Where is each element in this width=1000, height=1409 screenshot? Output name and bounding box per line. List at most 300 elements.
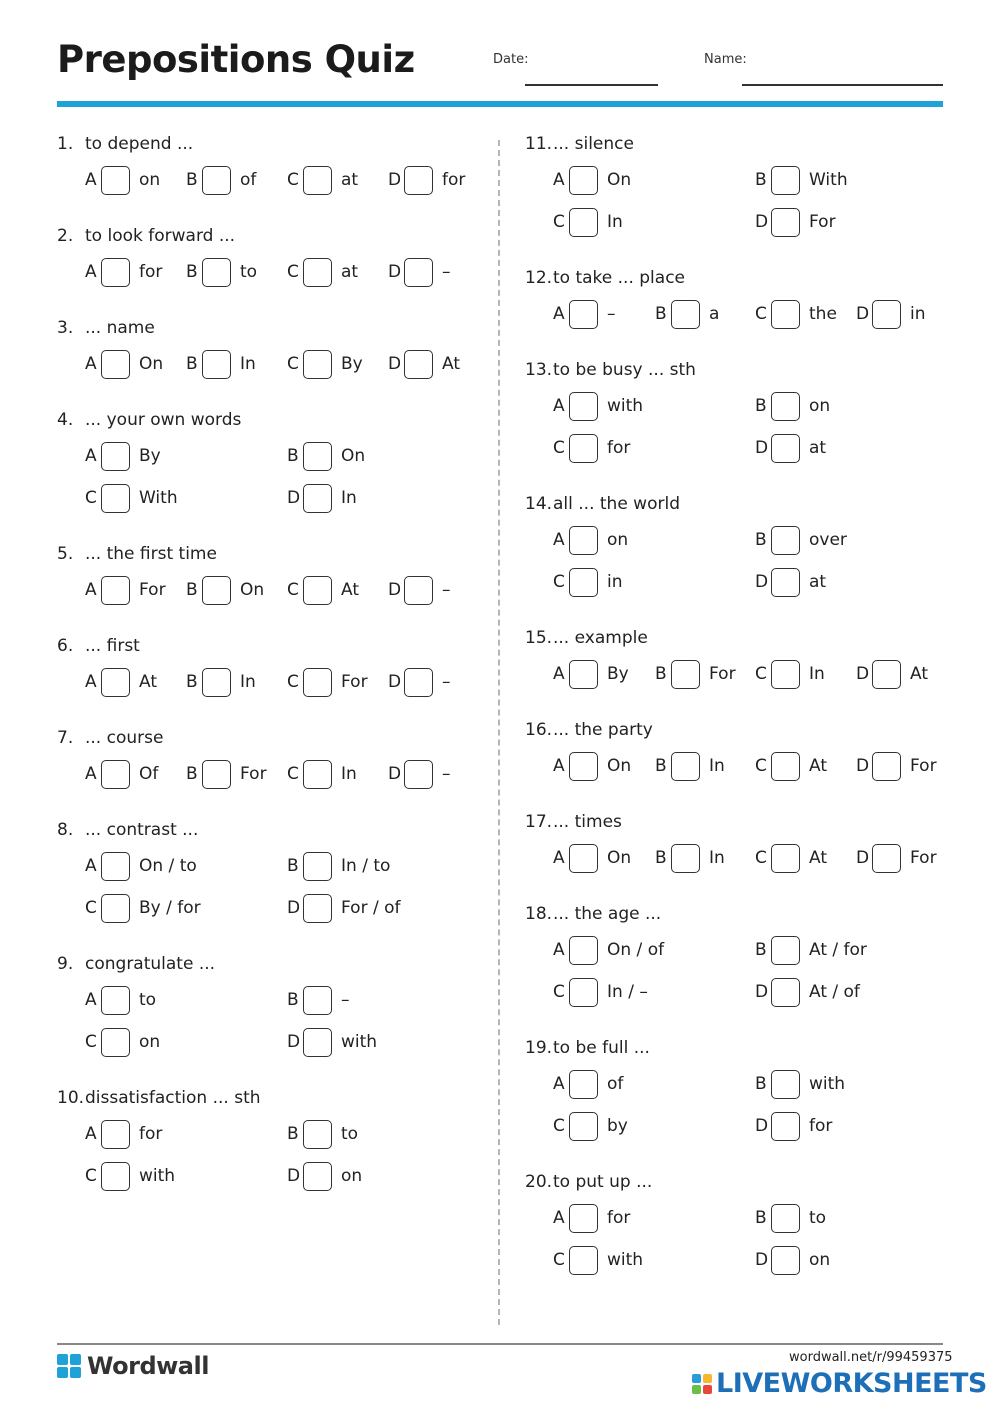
option-a[interactable] [553, 749, 631, 783]
answer-options [525, 928, 945, 1002]
option-letter: C [287, 354, 299, 374]
answer-options [57, 568, 477, 610]
answer-checkbox[interactable] [101, 576, 130, 605]
answer-options [525, 652, 945, 694]
answer-checkbox[interactable] [569, 392, 598, 421]
answer-checkbox[interactable] [101, 350, 130, 379]
option-letter: B [186, 170, 198, 190]
option-text: For [341, 672, 368, 692]
option-text: In [240, 354, 256, 374]
option-text: – [341, 990, 350, 1010]
question-9 [57, 954, 477, 1088]
answer-options [525, 1196, 945, 1270]
question-text: ... the age ... [553, 904, 662, 924]
option-d[interactable] [856, 297, 926, 331]
left-question-column [57, 134, 477, 1222]
answer-checkbox[interactable] [303, 576, 332, 605]
option-text: – [442, 262, 451, 282]
question-number: 5. [57, 544, 74, 564]
answer-checkbox[interactable] [569, 208, 598, 237]
answer-checkbox[interactable] [771, 978, 800, 1007]
option-b[interactable] [186, 573, 264, 607]
answer-options [525, 518, 945, 592]
answer-checkbox[interactable] [101, 258, 130, 287]
option-c[interactable] [287, 163, 358, 197]
option-c[interactable] [755, 841, 827, 875]
answer-checkbox[interactable] [101, 760, 130, 789]
answer-checkbox[interactable] [771, 752, 800, 781]
option-text: In [709, 848, 725, 868]
answer-checkbox[interactable] [303, 852, 332, 881]
option-text: At / of [809, 982, 860, 1002]
question-number: 11. [525, 134, 553, 154]
option-c[interactable] [85, 891, 201, 925]
answer-options [525, 292, 945, 334]
answer-checkbox[interactable] [771, 166, 800, 195]
option-d[interactable] [388, 665, 451, 699]
answer-checkbox[interactable] [771, 1070, 800, 1099]
answer-checkbox[interactable] [872, 300, 901, 329]
option-text: By [341, 354, 363, 374]
date-field[interactable] [525, 84, 658, 86]
question-text: to take ... place [553, 268, 686, 288]
question-prompt [525, 268, 945, 292]
answer-checkbox[interactable] [202, 258, 231, 287]
question-number: 16. [525, 720, 553, 740]
option-d[interactable] [388, 757, 451, 791]
question-text: ... times [553, 812, 622, 832]
option-text: For [139, 580, 166, 600]
option-d[interactable] [388, 163, 465, 197]
question-prompt [57, 134, 477, 158]
option-text: on [809, 1250, 831, 1270]
answer-checkbox[interactable] [569, 936, 598, 965]
question-text: to put up ... [553, 1172, 653, 1192]
question-prompt [525, 1172, 945, 1196]
option-a[interactable] [85, 347, 163, 381]
option-text: At [442, 354, 460, 374]
name-field[interactable] [742, 84, 943, 86]
question-number: 7. [57, 728, 74, 748]
answer-checkbox[interactable] [404, 576, 433, 605]
option-text: For [910, 756, 937, 776]
question-number: 15. [525, 628, 553, 648]
answer-options [525, 836, 945, 878]
question-number: 12. [525, 268, 553, 288]
answer-checkbox[interactable] [771, 300, 800, 329]
question-text: to be busy ... sth [553, 360, 696, 380]
option-text: – [442, 764, 451, 784]
option-letter: A [85, 764, 97, 784]
option-d[interactable] [287, 481, 357, 515]
option-c[interactable] [287, 665, 368, 699]
answer-checkbox[interactable] [101, 1162, 130, 1191]
answer-checkbox[interactable] [872, 844, 901, 873]
option-c[interactable] [553, 565, 623, 599]
option-c[interactable] [755, 297, 837, 331]
option-b[interactable] [755, 389, 830, 423]
option-letter: C [553, 212, 565, 232]
answer-checkbox[interactable] [101, 1120, 130, 1149]
answer-checkbox[interactable] [303, 986, 332, 1015]
answer-checkbox[interactable] [569, 1070, 598, 1099]
answer-checkbox[interactable] [303, 166, 332, 195]
option-letter: A [85, 856, 97, 876]
answer-checkbox[interactable] [303, 258, 332, 287]
answer-checkbox[interactable] [101, 484, 130, 513]
answer-checkbox[interactable] [771, 1204, 800, 1233]
answer-checkbox[interactable] [569, 752, 598, 781]
option-letter: C [755, 756, 767, 776]
option-text: at [341, 170, 359, 190]
option-text: for [809, 1116, 833, 1136]
answer-options [57, 342, 477, 384]
option-letter: B [755, 170, 767, 190]
option-text: For [709, 664, 736, 684]
option-text: on [139, 170, 161, 190]
option-a[interactable] [85, 1117, 162, 1151]
question-4 [57, 410, 477, 544]
option-text: of [240, 170, 257, 190]
option-a[interactable] [553, 933, 664, 967]
option-b[interactable] [755, 933, 867, 967]
question-prompt [57, 636, 477, 660]
liveworksheets-watermark: LIVEWORKSHEETS [716, 1368, 987, 1399]
option-c[interactable] [553, 975, 648, 1009]
answer-checkbox[interactable] [771, 434, 800, 463]
option-letter: B [287, 856, 299, 876]
answer-options [57, 752, 477, 794]
option-text: on [607, 530, 629, 550]
answer-checkbox[interactable] [303, 894, 332, 923]
question-number: 8. [57, 820, 74, 840]
answer-options [525, 744, 945, 786]
option-c[interactable] [755, 749, 827, 783]
option-text: At / for [809, 940, 867, 960]
answer-checkbox[interactable] [771, 392, 800, 421]
option-d[interactable] [287, 891, 400, 925]
option-text: On [139, 354, 164, 374]
option-a[interactable] [85, 849, 197, 883]
option-text: to [809, 1208, 827, 1228]
option-a[interactable] [85, 163, 160, 197]
answer-checkbox[interactable] [303, 1120, 332, 1149]
option-a[interactable] [85, 573, 166, 607]
option-letter: C [553, 1250, 565, 1270]
answer-checkbox[interactable] [671, 660, 700, 689]
question-19 [525, 1038, 945, 1172]
option-c[interactable] [755, 657, 825, 691]
option-text: at [341, 262, 359, 282]
option-text: to [240, 262, 258, 282]
option-b[interactable] [755, 1201, 826, 1235]
question-number: 2. [57, 226, 74, 246]
option-b[interactable] [655, 657, 736, 691]
answer-checkbox[interactable] [771, 660, 800, 689]
answer-checkbox[interactable] [101, 852, 130, 881]
option-text: the [809, 304, 837, 324]
option-b[interactable] [755, 523, 847, 557]
answer-checkbox[interactable] [569, 1112, 598, 1141]
question-10 [57, 1088, 477, 1222]
option-letter: B [655, 756, 667, 776]
option-d[interactable] [755, 1243, 830, 1277]
option-b[interactable] [287, 983, 350, 1017]
option-b[interactable] [655, 297, 719, 331]
question-prompt [525, 720, 945, 744]
question-text: all ... the world [553, 494, 680, 514]
option-text: Of [139, 764, 159, 784]
option-d[interactable] [287, 1159, 362, 1193]
option-letter: C [287, 672, 299, 692]
option-d[interactable] [755, 565, 826, 599]
answer-checkbox[interactable] [771, 844, 800, 873]
question-text: congratulate ... [85, 954, 216, 974]
option-a[interactable] [553, 163, 631, 197]
answer-checkbox[interactable] [303, 484, 332, 513]
question-17 [525, 812, 945, 904]
option-b[interactable] [655, 841, 725, 875]
answer-checkbox[interactable] [404, 668, 433, 697]
answer-checkbox[interactable] [671, 844, 700, 873]
option-b[interactable] [186, 163, 256, 197]
option-b[interactable] [287, 1117, 358, 1151]
option-c[interactable] [85, 1159, 175, 1193]
option-a[interactable] [85, 983, 156, 1017]
option-letter: D [287, 1166, 301, 1186]
option-b[interactable] [186, 347, 256, 381]
answer-checkbox[interactable] [771, 568, 800, 597]
option-text: with [139, 1166, 176, 1186]
option-letter: D [287, 898, 301, 918]
option-d[interactable] [755, 1109, 832, 1143]
answer-checkbox[interactable] [202, 760, 231, 789]
option-letter: A [553, 1208, 565, 1228]
option-text: for [607, 438, 631, 458]
option-text: In / – [607, 982, 648, 1002]
option-c[interactable] [553, 1243, 643, 1277]
option-text: In [341, 764, 357, 784]
option-letter: D [755, 1116, 769, 1136]
question-prompt [57, 226, 477, 250]
answer-checkbox[interactable] [771, 1112, 800, 1141]
answer-options [57, 978, 477, 1052]
option-letter: B [186, 764, 198, 784]
question-7 [57, 728, 477, 820]
question-2 [57, 226, 477, 318]
option-b[interactable] [186, 757, 267, 791]
answer-checkbox[interactable] [771, 936, 800, 965]
answer-checkbox[interactable] [569, 526, 598, 555]
answer-checkbox[interactable] [569, 1246, 598, 1275]
answer-checkbox[interactable] [202, 668, 231, 697]
answer-checkbox[interactable] [872, 752, 901, 781]
option-d[interactable] [388, 255, 451, 289]
option-text: – [442, 672, 451, 692]
option-d[interactable] [388, 573, 451, 607]
name-label: Name: [704, 52, 747, 67]
option-b[interactable] [655, 749, 725, 783]
option-d[interactable] [856, 657, 928, 691]
answer-checkbox[interactable] [569, 166, 598, 195]
option-text: to [341, 1124, 359, 1144]
option-letter: A [553, 396, 565, 416]
option-a[interactable] [553, 389, 643, 423]
answer-checkbox[interactable] [404, 258, 433, 287]
answer-checkbox[interactable] [771, 208, 800, 237]
question-number: 1. [57, 134, 74, 154]
option-c[interactable] [287, 347, 363, 381]
answer-checkbox[interactable] [303, 1028, 332, 1057]
option-c[interactable] [85, 481, 178, 515]
option-d[interactable] [755, 975, 860, 1009]
option-text: At [809, 848, 827, 868]
answer-checkbox[interactable] [303, 350, 332, 379]
option-c[interactable] [85, 1025, 160, 1059]
option-text: in [607, 572, 623, 592]
option-b[interactable] [287, 439, 365, 473]
option-letter: A [85, 1124, 97, 1144]
answer-checkbox[interactable] [101, 668, 130, 697]
option-letter: A [553, 756, 565, 776]
question-text: ... contrast ... [85, 820, 199, 840]
option-a[interactable] [553, 297, 616, 331]
option-a[interactable] [553, 1067, 623, 1101]
answer-checkbox[interactable] [101, 442, 130, 471]
option-a[interactable] [85, 255, 162, 289]
option-letter: D [388, 672, 402, 692]
option-a[interactable] [553, 523, 628, 557]
option-a[interactable] [85, 665, 157, 699]
option-d[interactable] [287, 1025, 377, 1059]
option-c[interactable] [553, 431, 630, 465]
answer-checkbox[interactable] [771, 1246, 800, 1275]
answer-checkbox[interactable] [569, 660, 598, 689]
answer-checkbox[interactable] [404, 350, 433, 379]
date-label: Date: [493, 52, 529, 67]
option-letter: B [287, 990, 299, 1010]
answer-checkbox[interactable] [671, 300, 700, 329]
option-b[interactable] [287, 849, 390, 883]
option-letter: B [755, 396, 767, 416]
option-d[interactable] [755, 205, 836, 239]
answer-checkbox[interactable] [303, 1162, 332, 1191]
question-5 [57, 544, 477, 636]
answer-checkbox[interactable] [101, 894, 130, 923]
option-d[interactable] [856, 841, 937, 875]
option-letter: C [287, 262, 299, 282]
question-number: 10. [57, 1088, 85, 1108]
option-b[interactable] [186, 665, 256, 699]
answer-checkbox[interactable] [569, 978, 598, 1007]
answer-checkbox[interactable] [202, 576, 231, 605]
answer-checkbox[interactable] [303, 668, 332, 697]
option-c[interactable] [287, 255, 358, 289]
answer-checkbox[interactable] [671, 752, 700, 781]
option-letter: D [388, 580, 402, 600]
answer-checkbox[interactable] [101, 986, 130, 1015]
answer-checkbox[interactable] [101, 1028, 130, 1057]
question-prompt [525, 134, 945, 158]
liveworksheets-logo [692, 1368, 987, 1399]
option-a[interactable] [553, 841, 631, 875]
answer-checkbox[interactable] [404, 166, 433, 195]
answer-checkbox[interactable] [569, 844, 598, 873]
option-letter: C [553, 982, 565, 1002]
option-a[interactable] [553, 1201, 630, 1235]
option-text: On / to [139, 856, 197, 876]
option-letter: C [755, 848, 767, 868]
question-6 [57, 636, 477, 728]
answer-checkbox[interactable] [569, 434, 598, 463]
option-text: At [139, 672, 157, 692]
answer-checkbox[interactable] [569, 300, 598, 329]
option-b[interactable] [186, 255, 257, 289]
answer-options [57, 1112, 477, 1186]
option-a[interactable] [553, 657, 629, 691]
option-letter: B [186, 354, 198, 374]
option-c[interactable] [287, 573, 359, 607]
answer-checkbox[interactable] [303, 442, 332, 471]
answer-options [57, 250, 477, 292]
option-letter: B [655, 664, 667, 684]
option-letter: C [85, 898, 97, 918]
option-a[interactable] [85, 439, 161, 473]
option-a[interactable] [85, 757, 158, 791]
answer-checkbox[interactable] [202, 166, 231, 195]
header-accent-bar [57, 101, 943, 107]
question-text: ... your own words [85, 410, 242, 430]
answer-checkbox[interactable] [202, 350, 231, 379]
option-letter: A [85, 580, 97, 600]
question-prompt [57, 318, 477, 342]
answer-checkbox[interactable] [101, 166, 130, 195]
answer-checkbox[interactable] [303, 760, 332, 789]
option-c[interactable] [553, 205, 623, 239]
option-text: In [240, 672, 256, 692]
question-text: ... example [553, 628, 648, 648]
option-letter: C [755, 304, 767, 324]
option-d[interactable] [755, 431, 826, 465]
option-text: – [607, 304, 616, 324]
option-letter: D [856, 304, 870, 324]
option-c[interactable] [287, 757, 357, 791]
option-c[interactable] [553, 1109, 628, 1143]
answer-checkbox[interactable] [404, 760, 433, 789]
question-number: 18. [525, 904, 553, 924]
option-b[interactable] [755, 1067, 845, 1101]
option-d[interactable] [388, 347, 460, 381]
option-text: At [910, 664, 928, 684]
option-letter: C [553, 572, 565, 592]
answer-checkbox[interactable] [771, 526, 800, 555]
question-number: 3. [57, 318, 74, 338]
liveworksheets-icon [692, 1374, 712, 1394]
question-number: 17. [525, 812, 553, 832]
question-prompt [525, 628, 945, 652]
option-b[interactable] [755, 163, 848, 197]
wordwall-brand: Wordwall [87, 1352, 209, 1380]
option-letter: A [85, 672, 97, 692]
answer-checkbox[interactable] [569, 1204, 598, 1233]
answer-checkbox[interactable] [872, 660, 901, 689]
question-prompt [57, 820, 477, 844]
answer-checkbox[interactable] [569, 568, 598, 597]
wordwall-url[interactable]: wordwall.net/r/99459375 [789, 1350, 953, 1365]
option-text: On [607, 848, 632, 868]
option-d[interactable] [856, 749, 937, 783]
option-letter: A [553, 848, 565, 868]
